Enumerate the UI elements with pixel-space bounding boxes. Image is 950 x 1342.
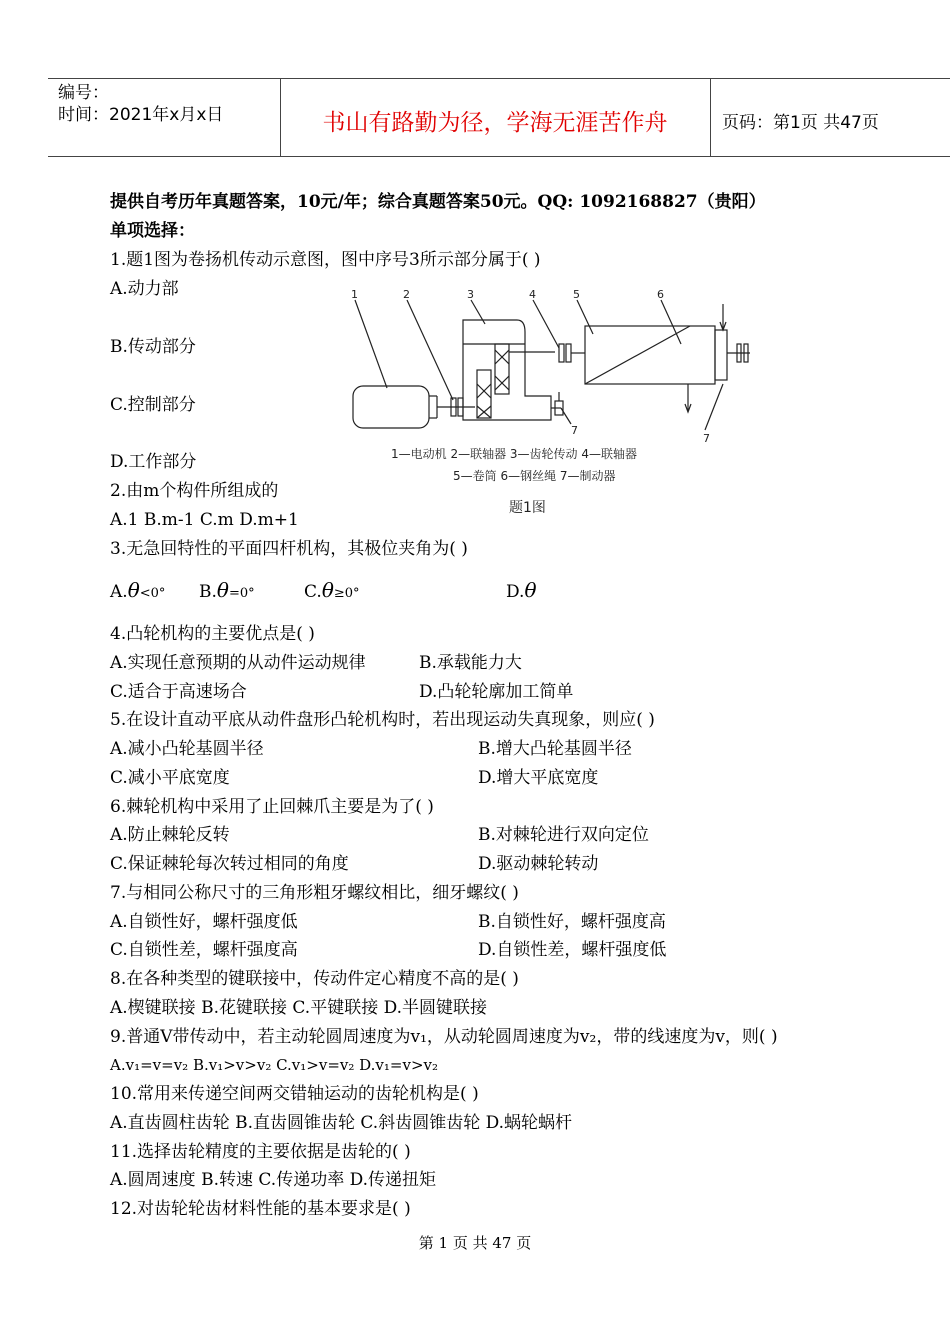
question-stem: 12.对齿轮轮齿材料性能的基本要求是( ) [110,1199,411,1219]
option-row-c [304,578,360,606]
option-row-d [506,578,536,604]
option-a: A.自锁性好，螺杆强度低 [110,912,298,932]
hoist-diagram [345,284,760,524]
figure-legend-row1: 1—电动机 2—联轴器 3—齿轮传动 4—联轴器 [391,447,637,461]
question-stem: 6.棘轮机构中采用了止回棘爪主要是为了( ) [110,797,434,817]
option-b: B.增大凸轮基圆半径 [478,739,632,759]
document-time: 时间：2021年x月x日 [58,105,224,125]
question-stem: 8.在各种类型的键联接中，传动件定心精度不高的是( ) [110,969,519,989]
question-stem: 4.凸轮机构的主要优点是( ) [110,624,315,644]
option-row: A.1 B.m-1 C.m D.m+1 [110,510,299,530]
option-c: C.适合于高速场合 [110,682,247,702]
header-page-info: 页码：第1页 共47页 [722,113,879,133]
option-c-relation: ≥0° [333,586,360,601]
option-row: A.直齿圆柱齿轮 B.直齿圆锥齿轮 C.斜齿圆锥齿轮 D.蜗轮蜗杆 [110,1113,573,1133]
figure-caption: 题1图 [509,500,546,516]
option-row-b [199,578,255,606]
option-a-label: A. [110,582,128,602]
label-7: 7 [703,432,710,445]
label-7: 7 [571,424,578,437]
hoist-transmission-figure [345,284,760,524]
label-1: 1 [351,288,358,301]
header-top-rule [48,78,950,79]
option-row: A.v₁=v=v₂ B.v₁>v>v₂ C.v₁>v=v₂ D.v₁=v>v₂ [110,1056,439,1074]
question-stem: 5.在设计直动平底从动件盘形凸轮机构时，若出现运动失真现象，则应( ) [110,710,655,730]
option-d: D.驱动棘轮转动 [478,854,599,874]
figure-legend-row2: 5—卷筒 6—钢丝绳 7—制动器 [453,469,616,483]
theta-symbol: θ [216,578,229,602]
header-motto: 书山有路勤为径，学海无涯苦作舟 [322,110,668,136]
option-a: A.动力部 [110,279,179,299]
option-d: D.工作部分 [110,452,197,472]
option-b: B.对棘轮进行双向定位 [478,825,649,845]
theta-symbol: θ [524,578,537,602]
question-stem: 10.常用来传递空间两交错轴运动的齿轮机构是( ) [110,1084,479,1104]
option-row [110,578,165,606]
option-c-label: C. [304,582,322,602]
option-d: D.增大平底宽度 [478,768,599,788]
page-header [48,78,950,158]
header-meta [58,82,223,126]
intro-line: 提供自考历年真题答案，10元/年；综合真题答案50元。QQ: 1092168827（贵阳） [110,192,766,212]
label-2: 2 [403,288,410,301]
option-c: C.控制部分 [110,395,196,415]
label-6: 6 [657,288,664,301]
theta-symbol: θ [321,578,334,602]
option-b: B.传动部分 [110,337,196,357]
header-divider [710,78,711,157]
label-3: 3 [467,288,474,301]
motor-shape [353,386,429,428]
question-stem: 9.普通V带传动中，若主动轮圆周速度为v₁，从动轮圆周速度为v₂，带的线速度为v，则( ) [110,1027,778,1047]
option-b: B.自锁性好，螺杆强度高 [478,912,666,932]
document-number-label: 编号： [58,83,109,103]
section-title: 单项选择： [110,221,195,241]
option-a: A.减小凸轮基圆半径 [110,739,264,759]
option-c: C.自锁性差，螺杆强度高 [110,940,298,960]
gearbox-shape [463,320,551,420]
option-c: C.减小平底宽度 [110,768,230,788]
option-d: D.凸轮轮廓加工简单 [419,682,574,702]
label-5: 5 [573,288,580,301]
drum-shape [585,326,715,384]
label-4: 4 [529,288,536,301]
question-stem: 1.题1图为卷扬机传动示意图，图中序号3所示部分属于( ) [110,250,541,270]
option-d: D.自锁性差，螺杆强度低 [478,940,667,960]
option-b-relation: =0° [228,586,255,601]
page-footer: 第 1 页 共 47 页 [418,1234,532,1252]
header-bottom-rule [48,156,950,157]
option-a-relation: <0° [139,586,166,601]
question-stem: 3.无急回特性的平面四杆机构，其极位夹角为( ) [110,539,468,559]
option-c: C.保证棘轮每次转过相同的角度 [110,854,349,874]
question-stem: 2.由m个构件所组成的 [110,481,279,501]
theta-symbol: θ [127,578,140,602]
question-stem: 11.选择齿轮精度的主要依据是齿轮的( ) [110,1142,411,1162]
option-row: A.楔键联接 B.花键联接 C.平键联接 D.半圆键联接 [110,998,488,1018]
option-d-label: D. [506,582,525,602]
option-b: B.承载能力大 [419,653,522,673]
option-a: A.实现任意预期的从动件运动规律 [110,653,366,673]
question-stem: 7.与相同公称尺寸的三角形粗牙螺纹相比，细牙螺纹( ) [110,883,519,903]
option-a: A.防止棘轮反转 [110,825,230,845]
option-b-label: B. [199,582,217,602]
option-row: A.圆周速度 B.转速 C.传递功率 D.传递扭矩 [110,1170,437,1190]
